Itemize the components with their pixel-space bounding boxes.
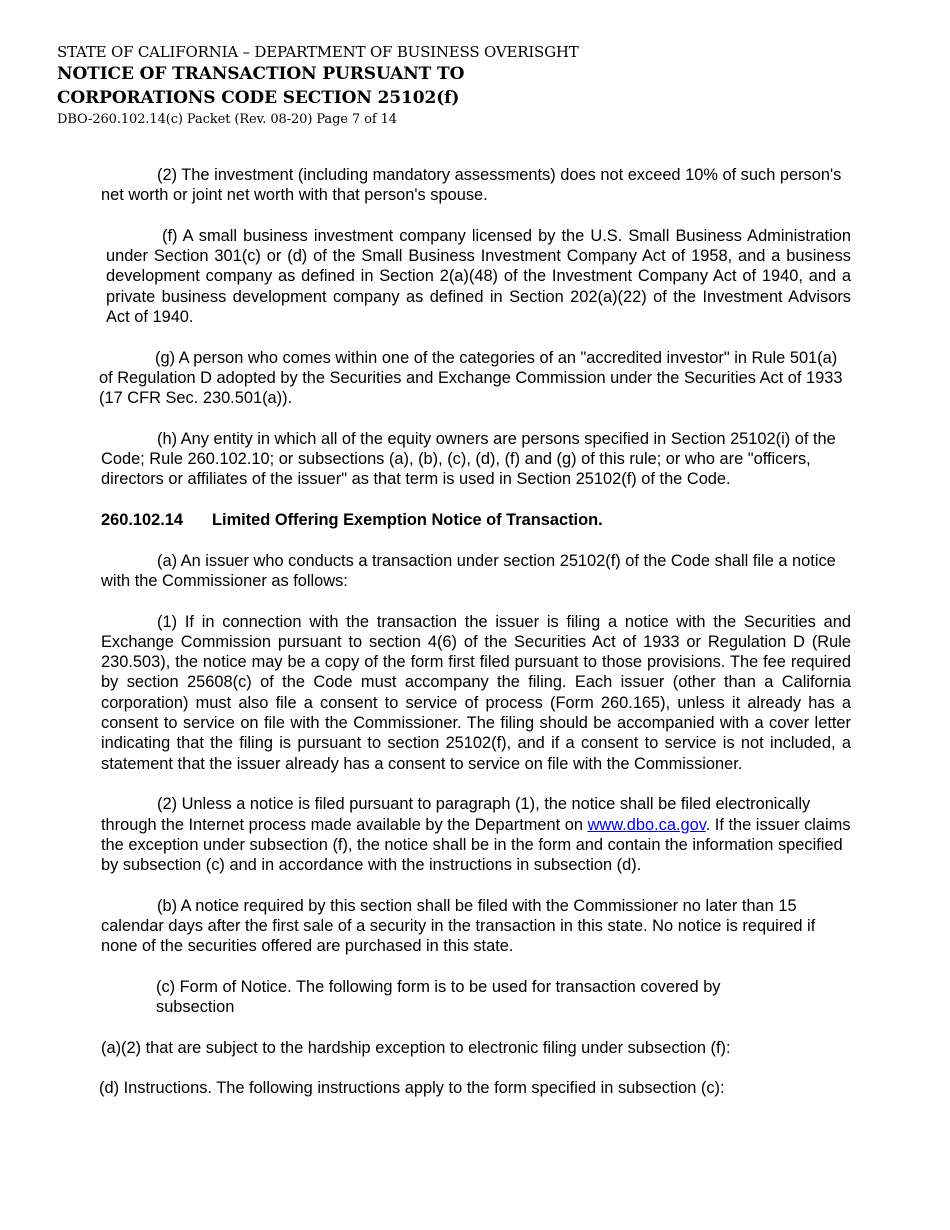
paragraph-2-net-worth: (2) The investment (including mandatory assessments) does not exceed 10% of such person's net worth or joint net worth with that person's spouse. (101, 166, 842, 205)
paragraph-c-form-of-notice: (c) Form of Notice. The following form is to be used for transaction covered by subsection (156, 977, 721, 1017)
form-title-line-1: NOTICE OF TRANSACTION PURSUANT TO (57, 64, 465, 84)
paragraph-a2-text-before: (2) Unless a notice is filed pursuant to paragraph (1), the notice shall be filed electronically through the Internet process made available by the Department on (101, 795, 811, 834)
paragraph-c-continuation: (a)(2) that are subject to the hardship exception to electronic filing under subsection (f): (101, 1038, 731, 1057)
paragraph-a-issuer: (a) An issuer who conducts a transaction under section 25102(f) of the Code shall file a notice with the Commissioner as follows: (101, 551, 836, 590)
paragraph-h-entity: (h) Any entity in which all of the equity owners are persons specified in Section 25102(i) of the Code; Rule 260.102.10; or subsections (a), (b), (c), (d), (f) and (g) of this rule; or who are "officers, directors or affiliates of the issuer" as that term is used in Section 25102(f) of the Code. (101, 429, 836, 489)
paragraph-f-small-business: (f) A small business investment company licensed by the U.S. Small Business Administration under Section 301(c) or (d) of the Small Business Investment Company Act of 1958, and a business development company as defined in Section 2(a)(48) of the Investment Company Act of 1940, and a private business development company as defined in Section 202(a)(22) of the Investment Advisors Act of 1940. (106, 226, 851, 327)
paragraph-b-deadline: (b) A notice required by this section shall be filed with the Commissioner no later than 15 calendar days after the first sale of a security in the transaction in this state. No notice is required if none of the securities offered are purchased in this state. (101, 896, 816, 956)
section-heading (101, 510, 851, 530)
form-number-page: DBO-260.102.14(c) Packet (Rev. 08-20) Page 7 of 14 (57, 112, 397, 127)
document-body (101, 165, 851, 1119)
form-title-line-2: CORPORATIONS CODE SECTION 25102(f) (57, 88, 460, 108)
dbo-website-link[interactable]: www.dbo.ca.gov (587, 815, 706, 834)
paragraph-a2-text-after: . If the issuer claims the exception under subsection (f), the notice shall be in the form and contain the information specified by subsection (c) and in accordance with the instructions in subsection (d). (101, 815, 851, 875)
paragraph-a2-electronic (101, 794, 851, 875)
section-number: 260.102.14 (101, 511, 184, 530)
paragraph-a1-sec-filing: (1) If in connection with the transaction the issuer is filing a notice with the Securities and Exchange Commission pursuant to section 4(6) of the Securities Act of 1933 or Regulation D (Rule 230.503), the notice may be a copy of the form first filed pursuant to those provisions. The fee required by section 25608(c) of the Code must accompany the filing. Each issuer (other than a California corporation) must also file a consent to service of process (Form 260.165), unless it already has a consent to service on file with the Commissioner. The filing should be accompanied with a cover letter indicating that the filing is pursuant to section 25102(f), and if a consent to service is not included, a statement that the issuer already has a consent to service on file with the Commissioner. (101, 612, 851, 773)
paragraph-g-accredited-investor: (g) A person who comes within one of the categories of an "accredited investor" in Rule 501(a) of Regulation D adopted by the Securities and Exchange Commission under the Securities Act of 1933 (17 CFR Sec. 230.501(a)). (99, 348, 843, 408)
document-header (57, 42, 579, 129)
section-title: Limited Offering Exemption Notice of Transaction. (212, 511, 603, 530)
department-line: STATE OF CALIFORNIA – DEPARTMENT OF BUSINESS OVERISGHT (57, 43, 579, 61)
paragraph-d-instructions: (d) Instructions. The following instructions apply to the form specified in subsection (c): (99, 1079, 725, 1098)
